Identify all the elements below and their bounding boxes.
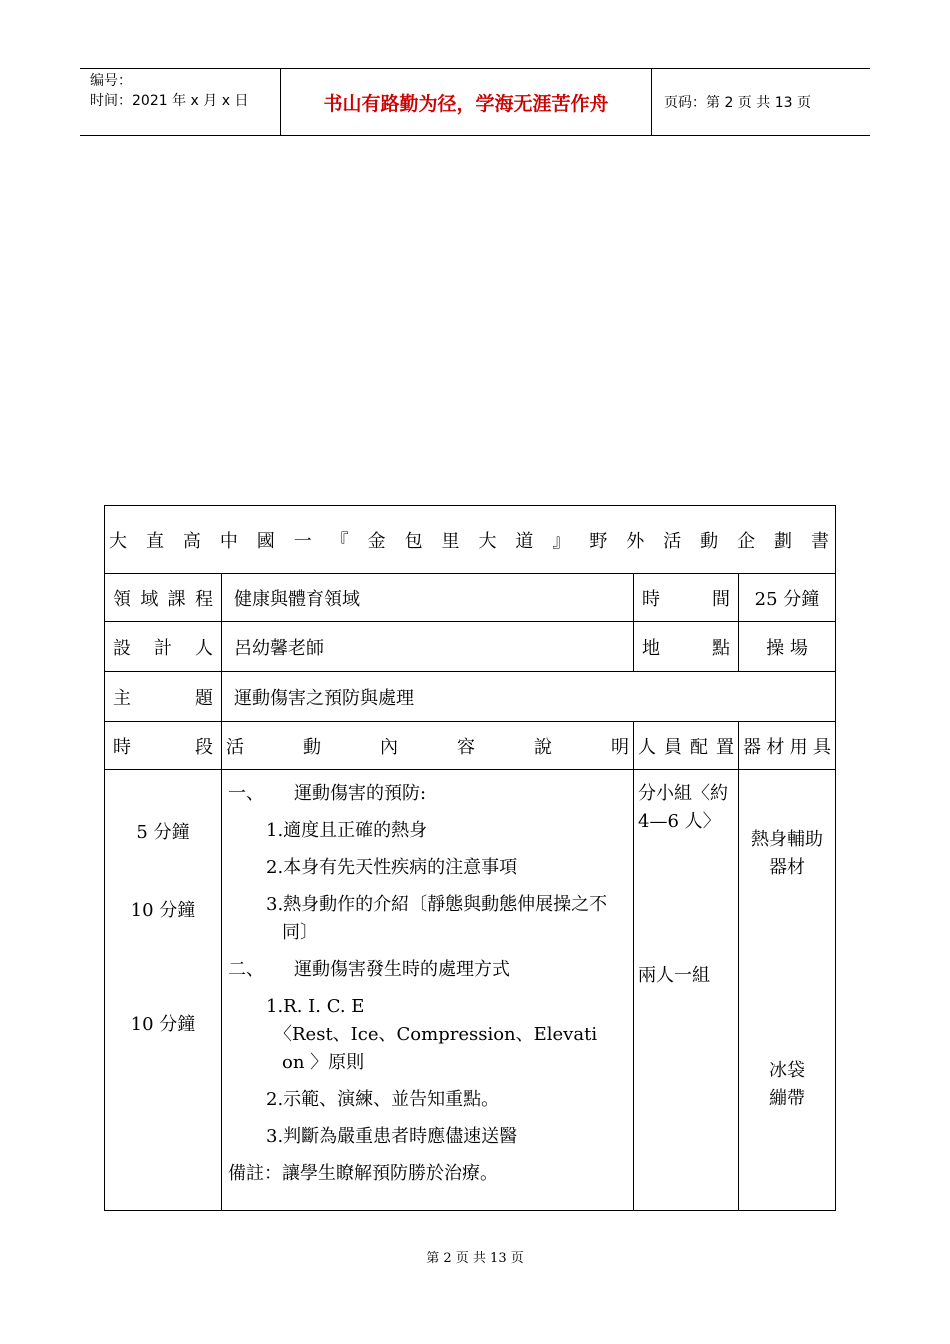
activity-plan-table [104, 505, 836, 1211]
section-1-item: 2.本身有先天性疾病的注意事項 [266, 857, 518, 878]
time-value: 25 分鐘 [739, 574, 836, 622]
rice-line-2: 〈Rest、Ice、Compression、Elevati [274, 1024, 598, 1045]
equipment-warmup: 熱身輔助 器材 [751, 829, 823, 878]
col-header-stage: 時段 [105, 722, 222, 770]
date-label: 时间：2021 年 x 月 x 日 [90, 93, 249, 109]
rice-line-1: 1.R. I. C. E [266, 996, 365, 1017]
col-header-content: 活動內容說明 [222, 722, 634, 770]
time-slot-2: 10 分鐘 [130, 900, 196, 921]
section-2-item: 3.判斷為嚴重患者時應儘速送醫 [266, 1126, 518, 1147]
equipment-column [739, 770, 836, 1211]
field-label: 領域課程 [105, 574, 222, 622]
header-motto: 书山有路勤为径，学海无涯苦作舟 [280, 69, 652, 135]
section-1-item: 3.熱身動作的介紹〔靜態與動態伸展操之不 [266, 894, 608, 915]
header-page-label: 页码：第 2 页 共 13 页 [664, 95, 811, 111]
staff-group-line-1: 分小組〈約 [638, 783, 728, 804]
document-title: 大直高中國一『金包里大道』野外活動企劃書 [105, 506, 836, 574]
staff-column [634, 770, 739, 1211]
col-header-staff: 人員配置 [634, 722, 739, 770]
section-2-heading: 二、 運動傷害發生時的處理方式 [228, 959, 510, 980]
time-label: 時間 [634, 574, 739, 622]
page-footer: 第 2 页 共 13 页 [426, 1251, 524, 1266]
staff-pair: 兩人一組 [638, 965, 710, 986]
note: 備註：讓學生瞭解預防勝於治療。 [228, 1163, 498, 1184]
content-column [222, 770, 634, 1211]
page-header [80, 68, 870, 136]
designer-label: 設計人 [105, 622, 222, 672]
col-header-equipment: 器材用具 [739, 722, 836, 770]
rice-line-3: on 〉原則 [282, 1052, 365, 1073]
topic-label: 主題 [105, 672, 222, 722]
header-meta [80, 69, 280, 135]
time-slot-3: 10 分鐘 [130, 1014, 196, 1035]
section-2-item: 2.示範、演練、並告知重點。 [266, 1089, 500, 1110]
number-label: 编号： [90, 73, 132, 89]
designer-value: 呂幼馨老師 [222, 622, 634, 672]
place-label: 地點 [634, 622, 739, 672]
topic-value: 運動傷害之預防與處理 [222, 672, 836, 722]
time-slot-1: 5 分鐘 [136, 822, 190, 843]
place-value: 操 場 [739, 622, 836, 672]
staff-group-line-2: 4—6 人〉 [638, 811, 721, 832]
equipment-ice: 冰袋 繃帶 [769, 1060, 805, 1109]
time-column [105, 770, 222, 1211]
section-1-heading: 一、 運動傷害的預防: [228, 783, 427, 804]
section-1-item: 1.適度且正確的熱身 [266, 820, 428, 841]
section-1-item-continued: 同〕 [282, 922, 318, 943]
field-value: 健康與體育領域 [222, 574, 634, 622]
